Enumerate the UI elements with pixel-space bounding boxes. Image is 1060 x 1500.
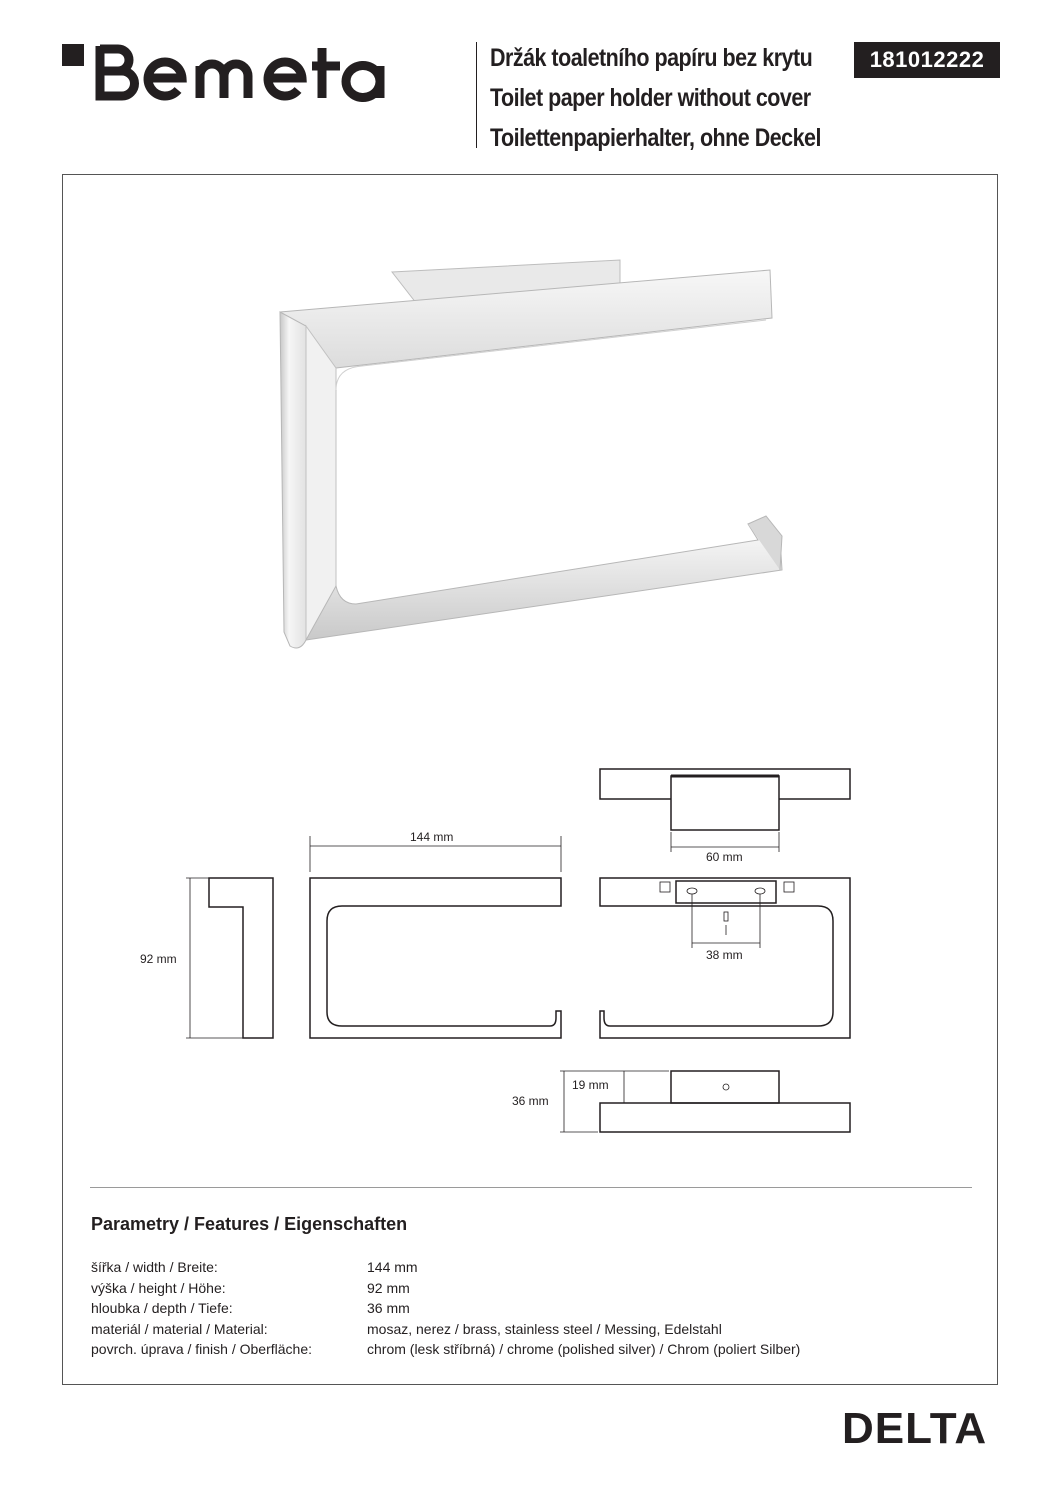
title-de: Toilettenpapierhalter, ohne Deckel	[490, 124, 821, 152]
title-cs: Držák toaletního papíru bez krytu	[490, 44, 813, 72]
feature-value: 36 mm	[367, 1300, 410, 1316]
feature-row	[91, 1278, 800, 1299]
bemeta-logo	[60, 38, 420, 108]
features-table	[91, 1257, 800, 1360]
bottom-view-bar	[600, 1103, 850, 1132]
dim-plate-depth: 19 mm	[572, 1078, 609, 1092]
dim-height: 92 mm	[140, 952, 177, 966]
feature-value: 92 mm	[367, 1279, 410, 1296]
product-code-badge: 181012222	[854, 42, 1000, 78]
dim-top-width: 60 mm	[706, 850, 743, 864]
bottom-view-plate	[671, 1071, 779, 1103]
dim-width: 144 mm	[410, 830, 454, 844]
feature-value: mosaz, nerez / brass, stainless steel / Messing, Edelstahl	[367, 1320, 722, 1337]
feature-row	[91, 1319, 800, 1340]
title-en: Toilet paper holder without cover	[490, 84, 811, 112]
mounting-plate	[676, 881, 776, 903]
feature-row	[91, 1298, 800, 1319]
technical-drawings	[120, 760, 880, 1150]
dim-hole-spacing: 38 mm	[706, 948, 743, 962]
feature-label: materiál / material / Material:	[91, 1320, 268, 1337]
feature-row	[91, 1257, 800, 1278]
feature-row	[91, 1339, 800, 1360]
feature-value: 144 mm	[367, 1259, 418, 1275]
top-view-plate	[671, 776, 779, 830]
feature-label: výška / height / Höhe:	[91, 1279, 226, 1296]
features-divider	[90, 1187, 972, 1188]
series-name: DELTA	[842, 1404, 988, 1453]
side-view	[209, 878, 273, 1038]
feature-label: povrch. úprava / finish / Oberfläche:	[91, 1341, 312, 1357]
product-image	[270, 240, 790, 660]
feature-value: chrom (lesk stříbrná) / chrome (polished silver) / Chrom (poliert Silber)	[367, 1341, 801, 1357]
dim-depth: 36 mm	[512, 1094, 549, 1108]
header-divider	[476, 42, 477, 148]
feature-label: hloubka / depth / Tiefe:	[91, 1300, 233, 1316]
front-view	[310, 878, 561, 1038]
features-heading: Parametry / Features / Eigenschaften	[91, 1214, 408, 1234]
feature-label: šířka / width / Breite:	[91, 1259, 218, 1275]
product-titles	[490, 38, 870, 158]
